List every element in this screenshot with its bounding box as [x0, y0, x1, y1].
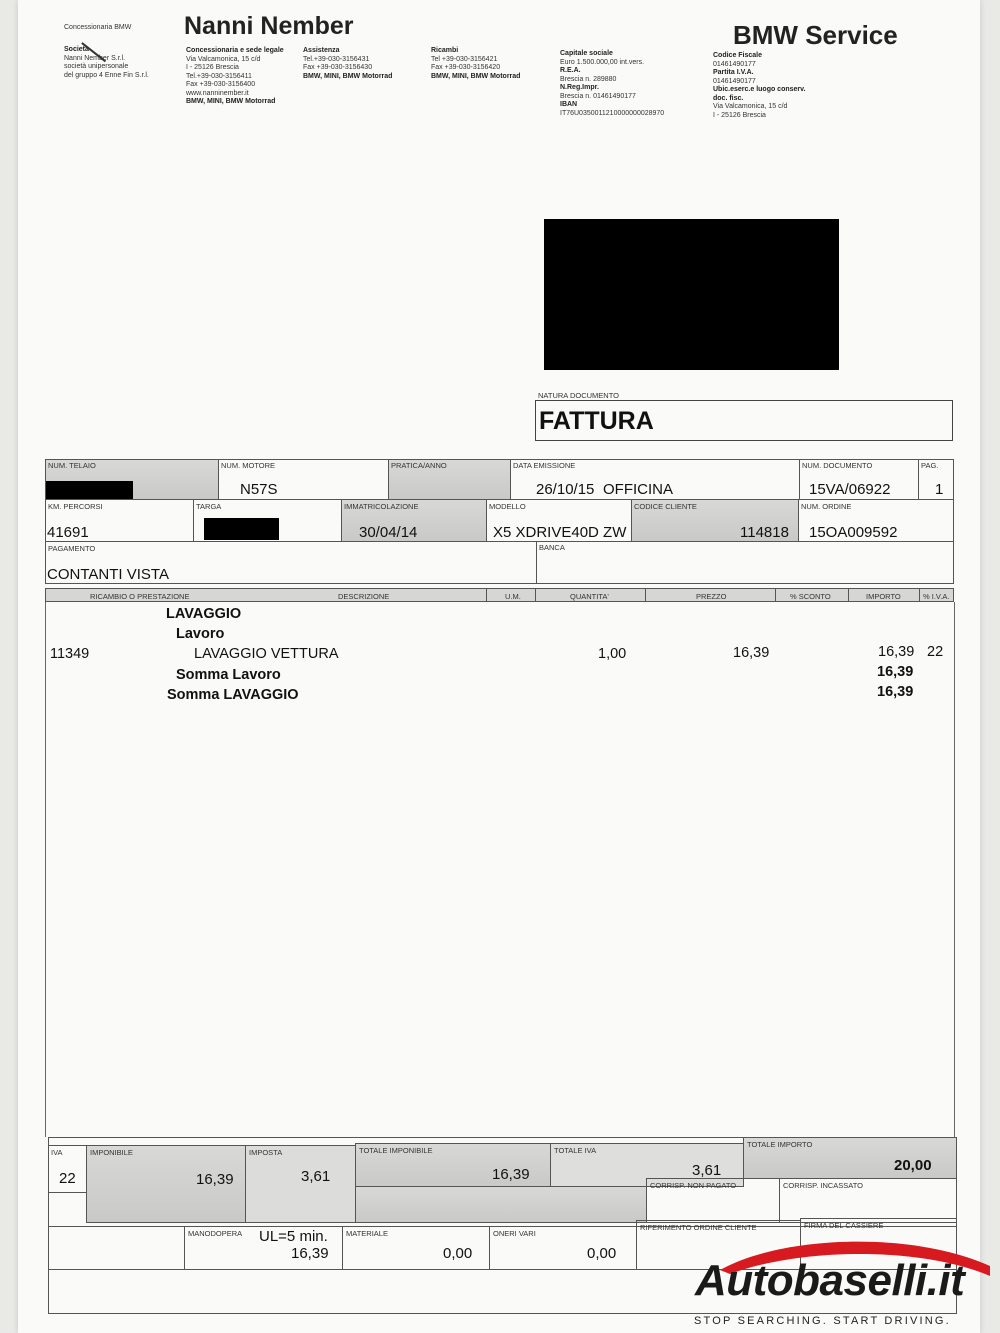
invoice-paper — [18, 0, 980, 1333]
ordine-cell — [798, 499, 954, 542]
col-quantita: QUANTITA' — [570, 592, 609, 601]
imponibile-label: IMPONIBILE — [90, 1148, 133, 1157]
col-descrizione: DESCRIZIONE — [338, 592, 390, 601]
logo-slogan: STOP SEARCHING. START DRIVING. — [694, 1315, 951, 1327]
cf-value: 01461490177 — [713, 60, 756, 68]
ricambi-line: Tel +39-030-3156421 — [431, 55, 498, 63]
company-title: Società — [64, 46, 89, 53]
col-divider — [919, 588, 920, 602]
item-quantity: 1,00 — [598, 646, 627, 662]
group-title: LAVAGGIO — [166, 606, 242, 622]
imponibile-value: 16,39 — [196, 1171, 234, 1188]
fiscale-block — [713, 52, 813, 120]
natura-label: NATURA DOCUMENTO — [538, 391, 619, 400]
documento-label: NUM. DOCUMENTO — [802, 461, 873, 470]
service-title: BMW Service — [733, 20, 898, 50]
imposta-label: IMPOSTA — [249, 1148, 283, 1157]
company-line: Nanni Nember S.r.l. — [64, 54, 126, 62]
sum-group-label: Somma LAVAGGIO — [167, 687, 299, 703]
documento-value: 15VA/06922 — [809, 481, 891, 498]
assistenza-block — [303, 47, 413, 81]
km-cell — [45, 499, 194, 542]
tot-iva-label: TOTALE IVA — [554, 1146, 597, 1155]
iva-value: 22 — [59, 1170, 76, 1187]
emissione-cell — [510, 459, 800, 500]
cf-title: Codice Fiscale — [713, 52, 763, 59]
corrisp-incassato-label: CORRISP. INCASSATO — [783, 1181, 864, 1190]
modello-cell — [486, 499, 632, 542]
capitale-line: Euro 1.500.000,00 int.vers. — [560, 58, 645, 66]
sede-line: www.nanninember.it — [186, 89, 249, 97]
col-um: U.M. — [505, 592, 521, 601]
logo-wordmark: Autobaselli.it — [695, 1256, 965, 1305]
manodopera-cell — [184, 1226, 343, 1270]
rea-title: R.E.A. — [560, 67, 581, 74]
pagamento-label: PAGAMENTO — [48, 544, 96, 553]
assistenza-title: Assistenza — [303, 47, 340, 54]
sede-block — [186, 47, 294, 107]
pagamento-cell — [45, 541, 537, 584]
ricambi-brands: BMW, MINI, BMW Motorrad — [431, 72, 521, 80]
sede-line: Via Valcamonica, 15 c/d — [186, 55, 261, 63]
redacted-targa — [204, 518, 279, 540]
rea-value: Brescia n. 289880 — [560, 75, 617, 83]
materiale-label: MATERIALE — [346, 1229, 388, 1238]
item-amount: 16,39 — [878, 644, 915, 660]
imponibile-cell — [86, 1145, 246, 1223]
immatricolazione-value: 30/04/14 — [359, 524, 418, 541]
iva-label: IVA — [51, 1148, 63, 1157]
km-value: 41691 — [47, 524, 89, 541]
item-price: 16,39 — [733, 645, 770, 661]
reparto-value: OFFICINA — [603, 481, 673, 498]
ricambi-block — [431, 47, 541, 81]
capitale-title: Capitale sociale — [560, 50, 613, 57]
imposta-cell — [245, 1145, 356, 1223]
sede-title: Concessionaria e sede legale — [186, 47, 284, 54]
motore-cell — [218, 459, 389, 500]
tot-iva-value: 3,61 — [692, 1162, 722, 1179]
materiale-cell — [342, 1226, 490, 1270]
col-iva: % I.V.A. — [923, 592, 950, 601]
piva-value: 01461490177 — [713, 77, 756, 85]
ordine-label: NUM. ORDINE — [801, 502, 852, 511]
col-prezzo: PREZZO — [696, 592, 727, 601]
tot-imponibile-value: 16,39 — [492, 1166, 530, 1183]
nreg-title: N.Reg.Impr. — [560, 84, 599, 91]
brand-name: Nanni Nember — [184, 12, 354, 40]
item-iva: 22 — [927, 644, 944, 660]
shaded-filler-cell — [355, 1186, 647, 1223]
redacted-telaio — [46, 481, 133, 499]
col-divider — [645, 588, 646, 602]
col-divider — [775, 588, 776, 602]
nreg-value: Brescia n. 01461490177 — [560, 92, 636, 100]
modello-value: X5 XDRIVE40D ZW — [493, 524, 627, 541]
assistenza-line: Fax +39-030-3156430 — [303, 64, 373, 71]
codice-cliente-cell — [631, 499, 799, 542]
targa-label: TARGA — [196, 502, 222, 511]
subgroup-title: Lavoro — [176, 626, 225, 642]
document-type: FATTURA — [539, 407, 654, 435]
col-divider — [535, 588, 536, 602]
motore-label: NUM. MOTORE — [221, 461, 276, 470]
pag-value: 1 — [935, 481, 944, 498]
corrisp-incassato-cell — [779, 1178, 957, 1223]
manodopera-label: MANODOPERA — [188, 1229, 243, 1238]
immatricolazione-label: IMMATRICOLAZIONE — [344, 502, 419, 511]
item-code: 11349 — [50, 646, 90, 662]
modello-label: MODELLO — [489, 502, 526, 511]
ubic-title: Ubic.eserc.e luogo conserv. doc. fisc. — [713, 86, 806, 102]
ricambi-title: Ricambi — [431, 47, 459, 54]
item-description: LAVAGGIO VETTURA — [194, 646, 339, 662]
manodopera-value: 16,39 — [291, 1245, 329, 1262]
pratica-cell — [388, 459, 511, 500]
col-divider — [848, 588, 849, 602]
capitale-block — [560, 50, 700, 118]
materiale-value: 0,00 — [443, 1245, 473, 1262]
rif-ordine-label: RIFERIMENTO ORDINE CLIENTE — [640, 1223, 757, 1232]
documento-cell — [799, 459, 919, 500]
col-importo: IMPORTO — [866, 592, 901, 601]
ubic-line: Via Valcamonica, 15 c/d — [713, 103, 788, 110]
corrisp-non-pagato-cell — [646, 1178, 780, 1223]
redacted-address — [544, 219, 839, 370]
imposta-value: 3,61 — [301, 1168, 331, 1185]
tot-imponibile-cell — [355, 1143, 551, 1187]
oneri-value: 0,00 — [587, 1245, 617, 1262]
pagamento-value: CONTANTI VISTA — [47, 566, 169, 583]
oneri-label: ONERI VARI — [493, 1229, 536, 1238]
iban-value: IT76U0350011210000000028970 — [560, 109, 665, 117]
banca-label: BANCA — [539, 543, 565, 552]
body-border-left — [45, 602, 46, 1137]
ul-value: UL=5 min. — [259, 1228, 328, 1245]
sede-line: Fax +39-030-3156400 — [186, 81, 256, 88]
firma-label: FIRMA DEL CASSIERE — [804, 1221, 884, 1230]
iva-cell — [48, 1145, 87, 1193]
col-ricambio: RICAMBIO O PRESTAZIONE — [90, 592, 190, 601]
assistenza-brands: BMW, MINI, BMW Motorrad — [303, 72, 393, 80]
emissione-label: DATA EMISSIONE — [513, 461, 576, 470]
immatricolazione-cell — [341, 499, 487, 542]
sede-line: I - 25126 Brescia — [186, 64, 239, 71]
sum-sub-value: 16,39 — [877, 664, 914, 680]
sum-sub-label: Somma Lavoro — [176, 667, 281, 683]
banca-cell — [536, 541, 954, 584]
piva-title: Partita I.V.A. — [713, 69, 754, 76]
company-line: società unipersonale — [64, 63, 129, 70]
col-divider — [486, 588, 487, 602]
codice-cliente-label: CODICE CLIENTE — [634, 502, 697, 511]
natura-box — [535, 400, 953, 441]
tot-importo-label: TOTALE IMPORTO — [747, 1140, 813, 1149]
ricambi-line: Fax +39-030-3156420 — [431, 64, 501, 71]
pag-cell — [918, 459, 954, 500]
body-border-right — [954, 602, 955, 1137]
km-label: KM. PERCORSI — [48, 502, 103, 511]
company-line: del gruppo 4 Enne Fin S.r.l. — [64, 71, 149, 79]
assistenza-line: Tel.+39-030-3156431 — [303, 55, 370, 63]
company-block — [64, 46, 176, 80]
oneri-cell — [489, 1226, 637, 1270]
codice-cliente-value: 114818 — [740, 524, 789, 541]
sede-line: Tel.+39-030-3156411 — [186, 72, 252, 80]
tot-imponibile-label: TOTALE IMPONIBILE — [359, 1146, 433, 1155]
emissione-date: 26/10/15 — [536, 481, 595, 498]
tot-importo-value: 20,00 — [894, 1157, 932, 1174]
telaio-label: NUM. TELAIO — [48, 461, 96, 470]
ubic-line: I - 25126 Brescia — [713, 111, 766, 119]
motore-value: N57S — [240, 481, 278, 498]
ordine-value: 15OA009592 — [809, 524, 898, 541]
dealer-label: Concessionaria BMW — [64, 24, 132, 31]
sede-brands: BMW, MINI, BMW Motorrad — [186, 98, 276, 105]
corrisp-non-pagato-label: CORRISP. NON PAGATO — [650, 1181, 737, 1190]
sum-group-value: 16,39 — [877, 684, 914, 700]
autobaselli-logo — [690, 1228, 1000, 1333]
pratica-label: PRATICA/ANNO — [391, 461, 447, 470]
col-sconto: % SCONTO — [790, 592, 831, 601]
iban-title: IBAN — [560, 101, 578, 108]
pag-label: PAG. — [921, 461, 939, 470]
tot-importo-cell — [743, 1137, 957, 1179]
